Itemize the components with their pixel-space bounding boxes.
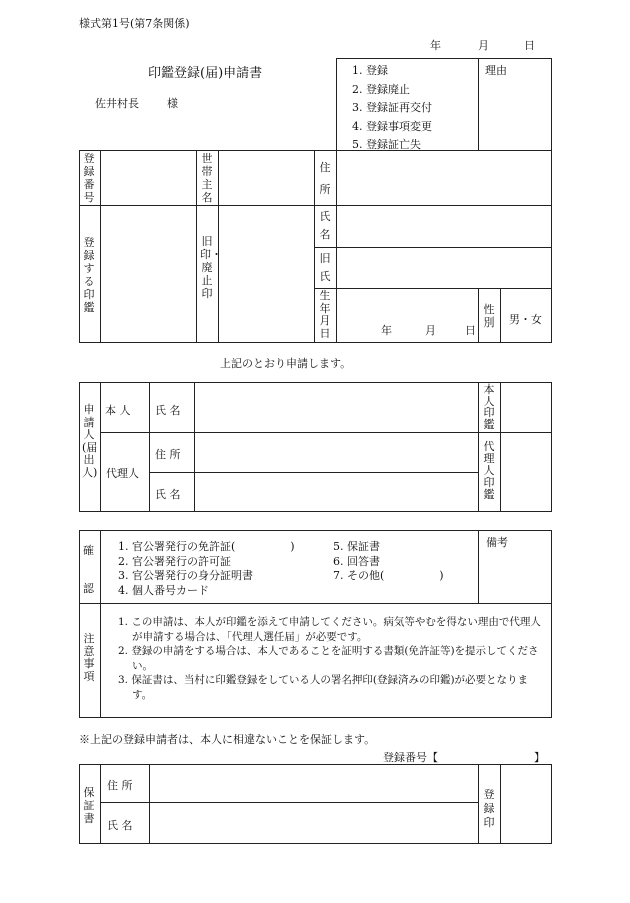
confirm-items-right <box>333 540 444 584</box>
guarantee-label: 保証書 <box>83 786 95 825</box>
birthdate-label: 生年月日 <box>319 289 331 340</box>
type-option[interactable]: 5. 登録証亡失 <box>352 138 421 151</box>
household-head-label: 世帯主名 <box>201 152 213 204</box>
guarantee-name-input[interactable] <box>151 804 476 842</box>
guarantee-address-input[interactable] <box>151 766 476 800</box>
date-month-label: 月 <box>478 39 489 52</box>
date-day-label: 日 <box>524 39 535 52</box>
guarantee-reg-number-label: 登録番号【 <box>383 751 438 764</box>
apply-statement: 上記のとおり申請します。 <box>220 357 352 370</box>
note-item: 2. 登録の申請をする場合は、本人であることを証明する書類(免許証等)を提示してください。 <box>118 645 539 672</box>
birth-month-label: 月 <box>425 324 436 337</box>
address-label: 住所 <box>319 161 331 196</box>
gender-value[interactable]: 男・女 <box>509 313 542 326</box>
confirm-items-left <box>118 540 295 598</box>
guarantee-statement: ※上記の登録申請者は、本人に相違ないことを保証します。 <box>79 733 376 746</box>
remarks-input[interactable] <box>480 550 550 601</box>
date-month-input[interactable] <box>444 35 476 51</box>
proxy-seal-label: 代理人印鑑 <box>483 440 495 501</box>
proxy-label: 代理人 <box>106 467 139 480</box>
confirm-label-top: 確 <box>83 544 94 557</box>
household-head-input[interactable] <box>220 152 312 203</box>
guarantee-name-label: 氏 名 <box>107 819 133 832</box>
confirm-option[interactable]: 5. 保証書 <box>333 540 380 553</box>
form-title: 印鑑登録(届)申請書 <box>148 66 263 81</box>
seal-label: 登録する印鑑 <box>83 236 95 314</box>
applicant-label: 申請人(届出人) <box>82 403 98 479</box>
note-item: 3. 保証書は、当村に印鑑登録をしている人の署名押印(登録済みの印鑑)が必要となります。 <box>118 674 529 701</box>
note-item: 1. この申請は、本人が印鑑を添えて申請してください。病気等やむを得ない理由で代理人が申請する場合は、「代理人選任届」が必要です。 <box>118 616 541 643</box>
date-day-input[interactable] <box>492 35 522 51</box>
type-option[interactable]: 3. 登録証再交付 <box>352 101 432 114</box>
guarantee-seal-label: 登録印 <box>483 788 495 829</box>
type-option[interactable]: 1. 登録 <box>352 64 388 77</box>
addressee-name: 佐井村長 <box>95 97 139 110</box>
applicant-name-input[interactable] <box>196 384 476 430</box>
notes-label: 注意事項 <box>83 632 95 683</box>
old-name-label: 旧氏 <box>319 252 331 283</box>
date-year-label: 年 <box>430 39 441 52</box>
reg-number-input[interactable] <box>102 152 194 203</box>
self-seal-label: 本人印鑑 <box>483 383 495 431</box>
name-label: 氏名 <box>319 210 331 241</box>
confirm-option[interactable]: 3. 官公署発行の身分証明書 <box>118 569 253 582</box>
old-name-input[interactable] <box>338 249 550 286</box>
proxy-address-label: 住 所 <box>155 448 181 461</box>
applicant-self-name-label: 氏 名 <box>155 404 181 417</box>
reg-number-label: 登録番号 <box>83 152 95 204</box>
confirm-option[interactable]: 7. その他( ) <box>333 569 444 582</box>
application-type-list <box>352 62 432 155</box>
date-year-input[interactable] <box>395 35 429 51</box>
birth-year-label: 年 <box>381 324 392 337</box>
old-seal-label: 旧印・廃止印 <box>200 235 222 300</box>
confirm-option[interactable]: 4. 個人番号カード <box>118 583 209 597</box>
birth-day-label: 日 <box>465 324 476 337</box>
guarantee-reg-number-input[interactable] <box>442 747 532 763</box>
applicant-self-label: 本 人 <box>105 404 131 417</box>
reason-label: 理由 <box>485 64 507 77</box>
address-input[interactable] <box>338 152 550 203</box>
type-option[interactable]: 2. 登録廃止 <box>352 82 410 96</box>
proxy-address-input[interactable] <box>196 434 476 470</box>
confirm-option[interactable]: 6. 回答書 <box>333 554 380 568</box>
guarantee-address-label: 住 所 <box>107 779 133 792</box>
type-option[interactable]: 4. 登録事項変更 <box>352 119 432 133</box>
confirm-option[interactable]: 1. 官公署発行の免許証( ) <box>118 540 295 553</box>
remarks-label: 備考 <box>486 536 508 549</box>
addressee-honorific: 様 <box>167 97 178 110</box>
proxy-name-label: 氏 名 <box>155 488 181 501</box>
notes-list <box>118 615 548 702</box>
reason-input[interactable] <box>482 80 550 146</box>
confirm-option[interactable]: 2. 官公署発行の許可証 <box>118 554 231 568</box>
confirm-label-bottom: 認 <box>83 582 94 595</box>
guarantee-reg-number-close: 】 <box>534 751 545 764</box>
gender-label: 性別 <box>483 303 495 329</box>
proxy-name-input[interactable] <box>196 474 476 510</box>
name-input[interactable] <box>338 207 550 245</box>
form-number: 様式第1号(第7条関係) <box>79 17 190 30</box>
